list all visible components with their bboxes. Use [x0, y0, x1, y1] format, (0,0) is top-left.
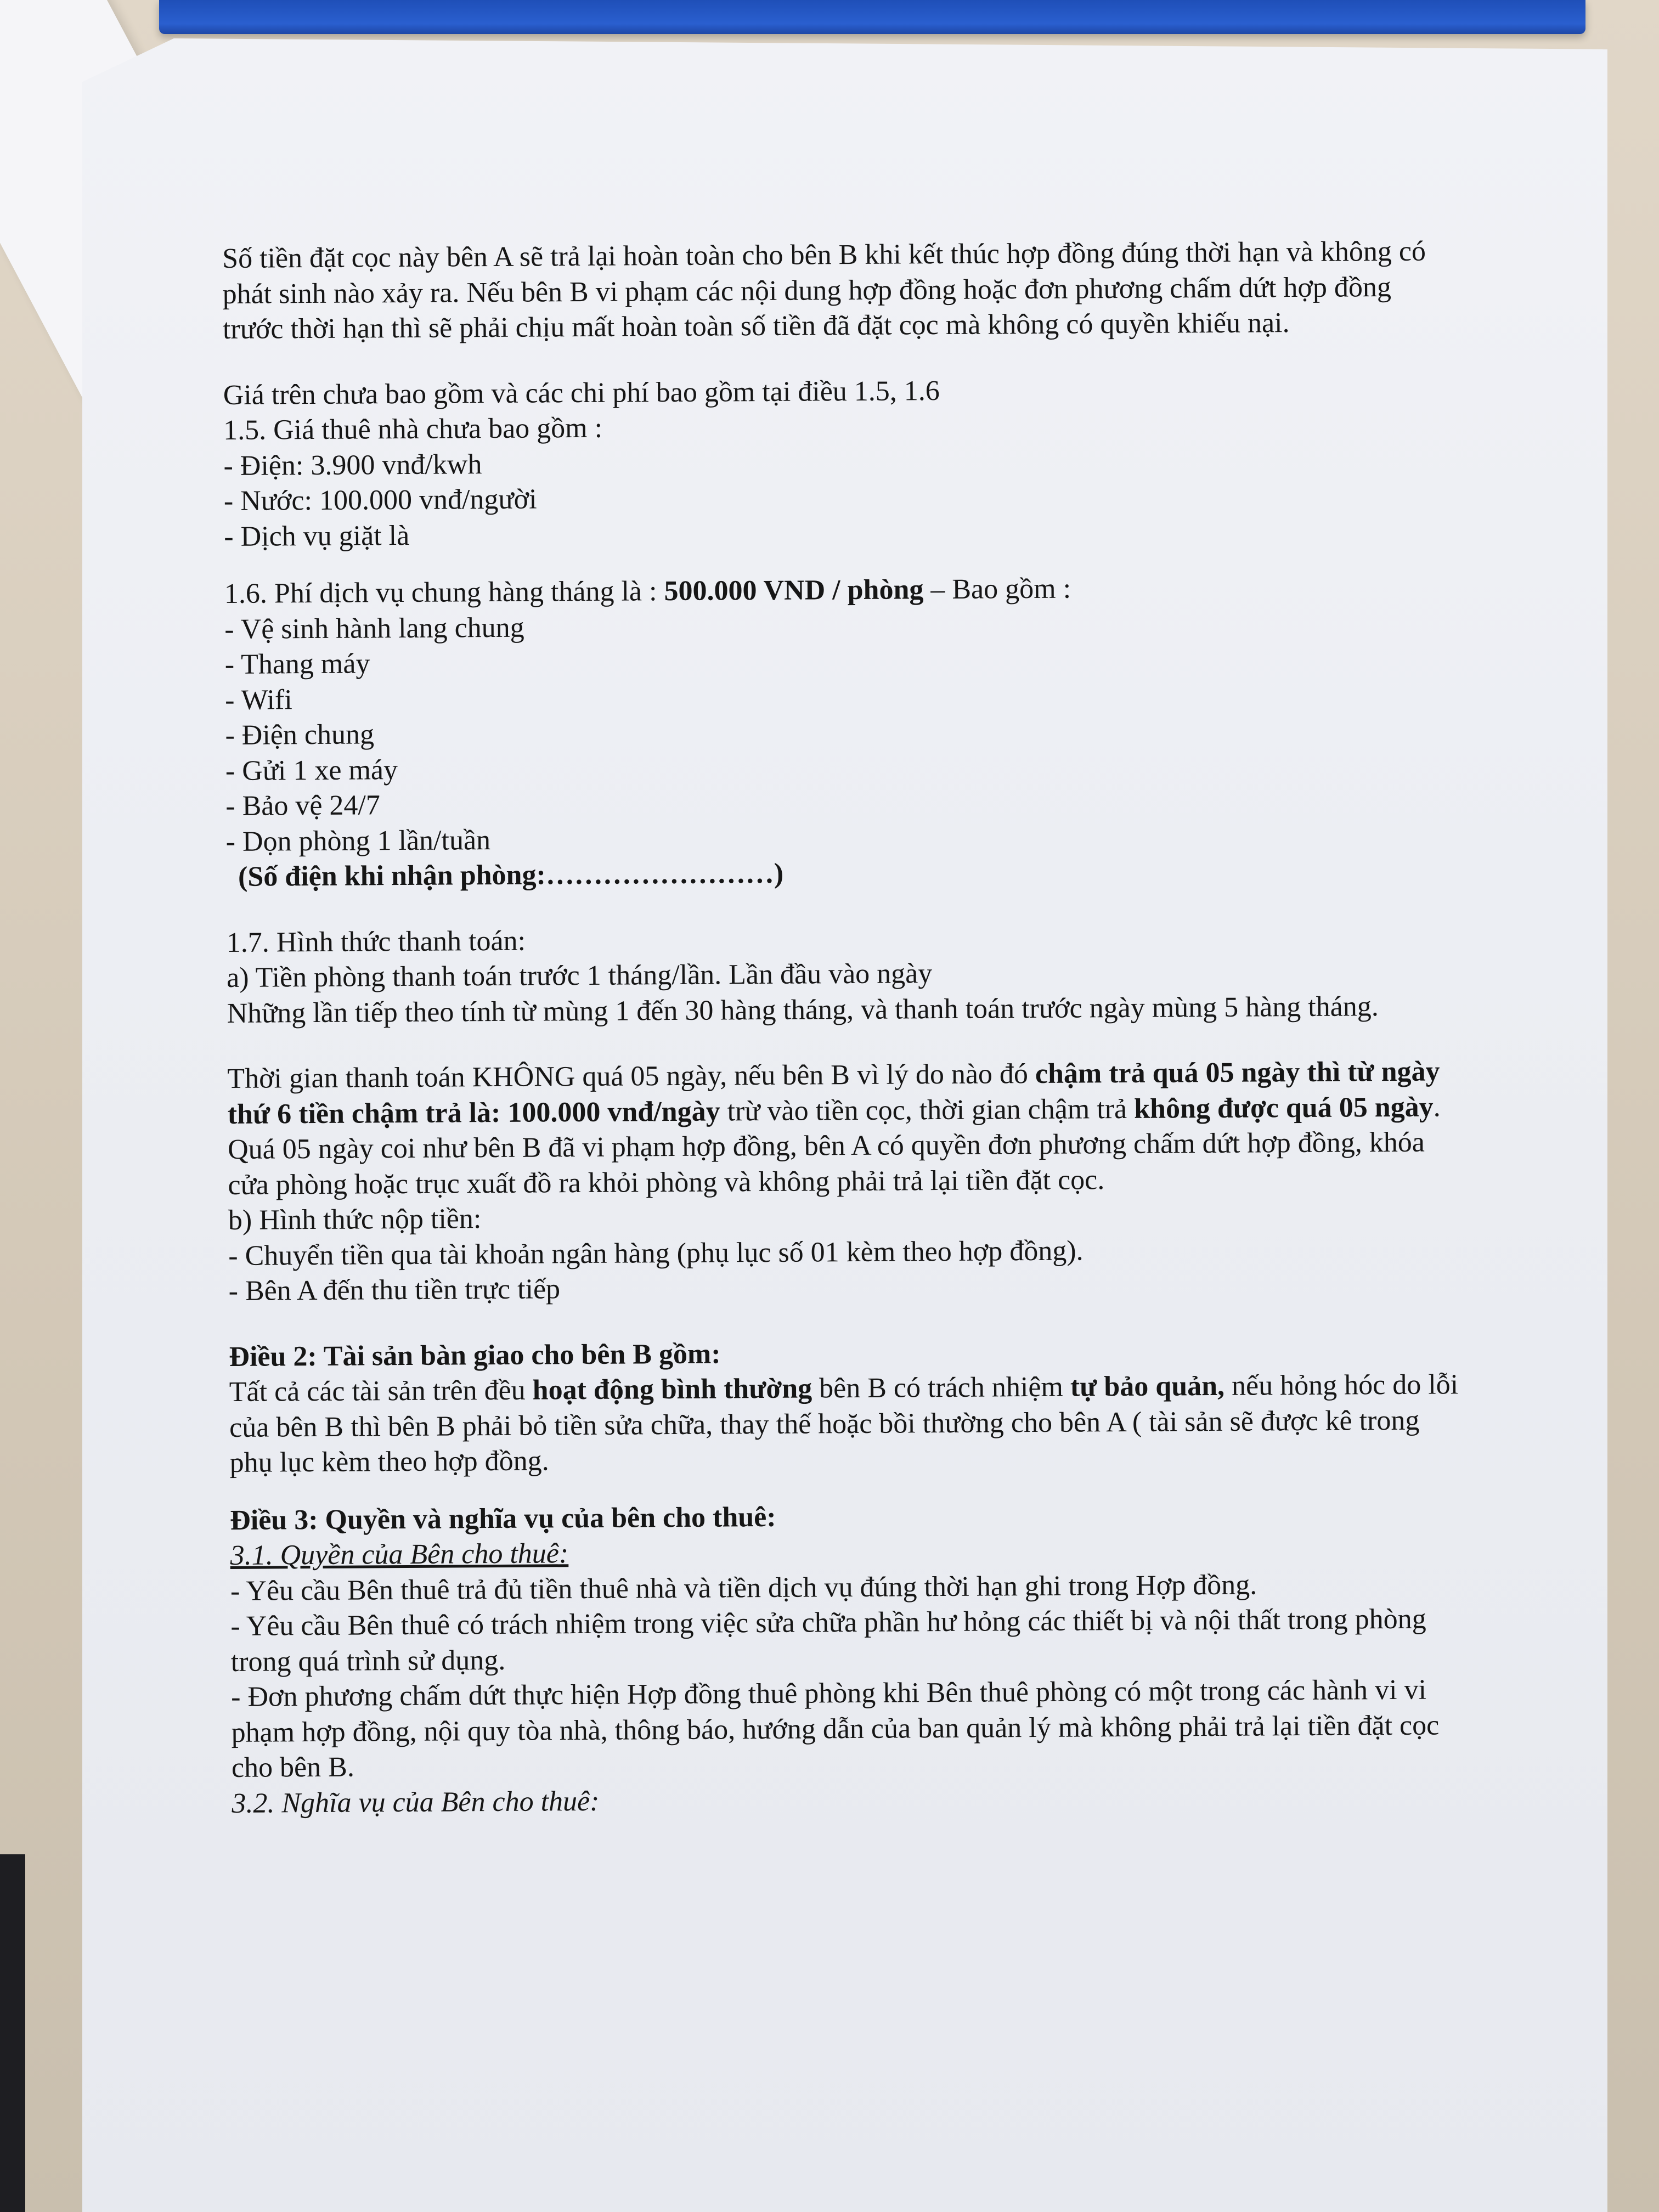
section-1-7-title: 1.7. Hình thức thanh toán: — [226, 925, 526, 958]
list-item: - Bên A đến thu tiền trực tiếp — [228, 1273, 561, 1307]
price-note: Giá trên chưa bao gồm và các chi phí bao gồm tại điều 1.5, 1.6 — [223, 375, 940, 411]
list-item: - Dọn phòng 1 lần/tuần — [225, 824, 491, 857]
dark-edge — [0, 1854, 25, 2212]
article-2-body: Tất cả các tài sản trên đều hoạt động bình thường bên B có trách nhiệm tự bảo quản, nếu hỏng hóc do lỗi của bên B thì bên B phải bỏ tiền sửa chữa, thay thế hoặc bồi thường cho bên A ( tài sản sẽ được kê trong phụ lục kèm theo hợp đồng. — [229, 1369, 1459, 1479]
list-item: - Dịch vụ giặt là — [224, 520, 410, 552]
late-payment-paragraph: Thời gian thanh toán KHÔNG quá 05 ngày, nếu bên B vì lý do nào đó chậm trả quá 05 ngày thì từ ngày thứ 6 tiền chậm trả là: 100.000 vnđ/ngày trừ vào tiền cọc, thời gian chậm trả không được quá 05 ngày. Quá 05 ngày coi như bên B đã vi phạm hợp đồng, bên A có quyền đơn phương chấm dứt hợp đồng, khóa cửa phòng hoặc trục xuất đồ ra khỏi phòng và không phải trả lại tiền đặt cọc. — [227, 1056, 1441, 1201]
section-1-6-title: 1.6. Phí dịch vụ chung hàng tháng là : 500.000 VND / phòng – Bao gồm : — [224, 573, 1071, 610]
list-item: - Chuyển tiền qua tài khoản ngân hàng (phụ lục số 01 kèm theo hợp đồng). — [228, 1234, 1084, 1272]
list-item: - Yêu cầu Bên thuê có trách nhiệm trong việc sửa chữa phần hư hỏng các thiết bị và nội thất trong phòng trong quá trình sử dụng. — [230, 1603, 1426, 1678]
list-item: - Điện chung — [225, 719, 375, 751]
list-item: - Đơn phương chấm dứt thực hiện Hợp đồng thuê phòng khi Bên thuê phòng có một trong các hành vi vi phạm hợp đồng, nội quy tòa nhà, thông báo, hướng dẫn của ban quản lý mà không phải trả lại tiền đặt cọc cho bên B. — [231, 1674, 1440, 1784]
list-item: - Thang máy — [224, 648, 370, 680]
deposit-paragraph: Số tiền đặt cọc này bên A sẽ trả lại hoàn toàn cho bên B khi kết thúc hợp đồng đúng thời hạn và không có phát sinh nào xảy ra. Nếu bên B vi phạm các nội dung hợp đồng hoặc đơn phương chấm dứt hợp đồng trước thời hạn thì sẽ phải chịu mất hoàn toàn số tiền đã đặt cọc mà không có quyền khiếu nại. — [222, 235, 1426, 345]
payment-b: b) Hình thức nộp tiền: — [228, 1203, 482, 1236]
list-item: - Điện: 3.900 vnđ/kwh — [223, 448, 482, 482]
list-item: - Nước: 100.000 vnđ/người — [223, 483, 537, 517]
meter-note: (Số điện khi nhận phòng:……………………) — [238, 857, 784, 893]
article-2-title: Điều 2: Tài sản bàn giao cho bên B gồm: — [229, 1338, 721, 1373]
list-item: - Yêu cầu Bên thuê trả đủ tiền thuê nhà và tiền dịch vụ đúng thời hạn ghi trong Hợp đồng. — [230, 1569, 1257, 1607]
contract-text — [222, 234, 1466, 1821]
payment-a: a) Tiền phòng thanh toán trước 1 tháng/lần. Lần đầu vào ngày — [227, 958, 933, 994]
list-item: - Vệ sinh hành lang chung — [224, 612, 524, 645]
list-item: - Bảo vệ 24/7 — [225, 789, 381, 822]
section-3-1-title: 3.1. Quyền của Bên cho thuê: — [230, 1538, 569, 1571]
blue-folder — [159, 0, 1585, 34]
article-3-title: Điều 3: Quyền và nghĩa vụ của bên cho thuê: — [230, 1501, 776, 1536]
section-3-2-title: 3.2. Nghĩa vụ của Bên cho thuê: — [232, 1785, 600, 1819]
list-item: - Gửi 1 xe máy — [225, 754, 398, 787]
list-item: - Wifi — [224, 684, 292, 716]
payment-a-detail: Những lần tiếp theo tính từ mùng 1 đến 30 hàng tháng, và thanh toán trước ngày mùng 5 hàng tháng. — [227, 990, 1379, 1029]
section-1-5-title: 1.5. Giá thuê nhà chưa bao gồm : — [223, 412, 603, 446]
